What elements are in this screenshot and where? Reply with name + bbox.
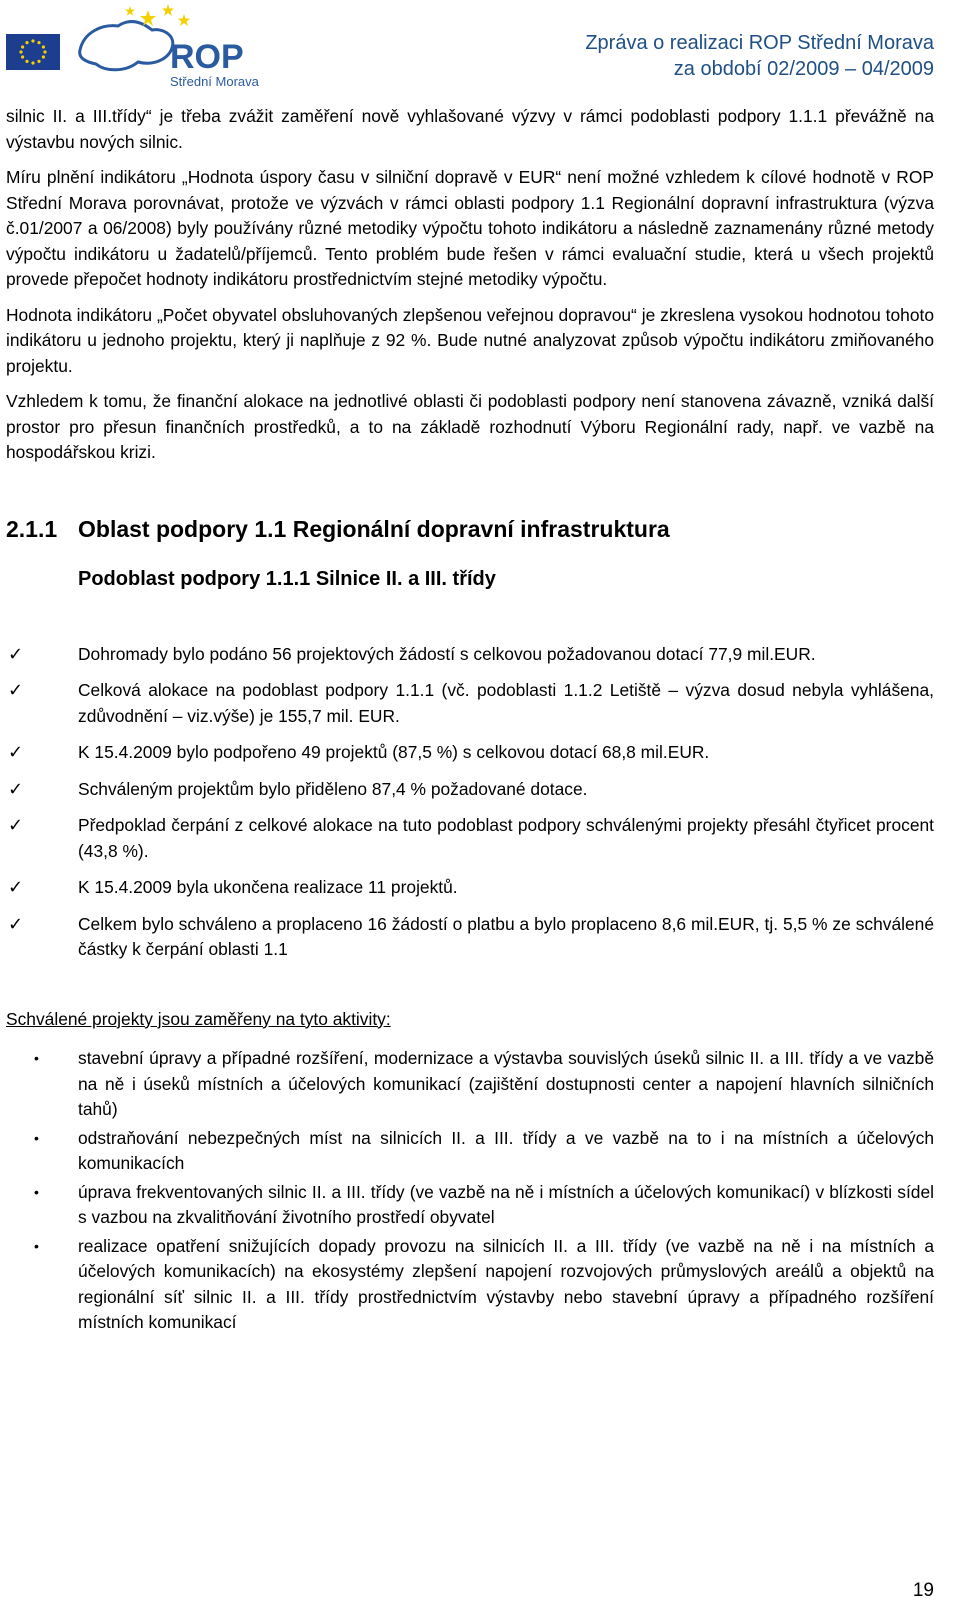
svg-text:Střední Morava: Střední Morava — [170, 74, 259, 89]
checklist-item-text: K 15.4.2009 byla ukončena realizace 11 projektů. — [78, 877, 458, 897]
checklist-item — [6, 642, 934, 668]
checklist-item — [6, 678, 934, 729]
checkmark-icon: ✓ — [8, 680, 24, 700]
checklist-item-text: Předpoklad čerpání z celkové alokace na tuto podoblast podpory schválenými projekty přesáhl čtyřicet procent (43,8 %). — [78, 815, 934, 861]
report-title-line1: Zpráva o realizaci ROP Střední Morava — [585, 32, 934, 54]
activities-heading: Schválené projekty jsou zaměřeny na tyto aktivity: — [6, 1008, 391, 1029]
section-number: 2.1.1 — [6, 515, 58, 542]
checklist-item-text: Celkem bylo schváleno a proplaceno 16 žádostí o platbu a bylo proplaceno 8,6 mil.EUR, tj. 5,5 % ze schválené částky k čerpání oblasti 1.1 — [78, 913, 934, 959]
checklist-item — [6, 813, 934, 864]
checkmark-icon: ✓ — [8, 877, 24, 897]
bullet-icon: • — [34, 1237, 39, 1254]
rop-logo — [72, 2, 262, 92]
checklist — [6, 642, 934, 963]
paragraph: Hodnota indikátoru „Počet obyvatel obsluhovaných zlepšenou veřejnou dopravou“ je zkreslena vysokou hodnotou tohoto indikátoru u jednoho projektu, který ji naplňuje z 92 %. Bude nutné analyzovat způsob výpočtu indikátoru zmiňovaného projektu. — [6, 304, 934, 376]
checkmark-icon: ✓ — [8, 913, 24, 934]
document-body — [6, 104, 934, 1339]
list-item-text: stavební úpravy a případné rozšíření, modernizace a výstavba souvislých úseků silnic II. a III. třídy a ve vazbě na ně i úseků místních a účelových komunikací (zajištění dostupnosti center a napojení hlavních silničních tahů) — [78, 1048, 934, 1119]
report-title — [585, 30, 934, 82]
eu-flag-logo — [6, 34, 60, 70]
checkmark-icon: ✓ — [8, 643, 24, 664]
bullet-icon: • — [34, 1050, 39, 1066]
list-item-text: odstraňování nebezpečných míst na silnicích II. a III. třídy a ve vazbě na to i na místních a účelových komunikacích — [78, 1127, 934, 1173]
list-item — [6, 1126, 934, 1177]
page-header — [0, 0, 960, 100]
list-item — [6, 1180, 934, 1231]
checkmark-icon: ✓ — [8, 815, 24, 835]
paragraph: silnic II. a III.třídy“ je třeba zvážit zaměření nově vyhlašované výzvy v rámci podoblasti podpory 1.1.1 převážně na výstavbu nových silnic. — [6, 106, 934, 152]
section-title: Oblast podpory 1.1 Regionální dopravní infrastruktura — [78, 515, 670, 542]
activities-list — [6, 1046, 934, 1336]
section-heading — [6, 514, 934, 544]
checklist-item-text: Schváleným projektům bylo přiděleno 87,4 % požadované dotace. — [78, 778, 588, 799]
bullet-icon: • — [34, 1129, 39, 1146]
list-item-text: úprava frekventovaných silnic II. a III. třídy (ve vazbě na ně i místních a účelových komunikací) v blízkosti sídel s vazbou na zkvalitňování životního prostředí obyvatel — [78, 1181, 934, 1227]
svg-text:ROP: ROP — [170, 38, 244, 76]
checklist-item-text: K 15.4.2009 bylo podpořeno 49 projektů (87,5 %) s celkovou dotací 68,8 mil.EUR. — [78, 742, 710, 762]
list-item — [6, 1046, 934, 1123]
page-number: 19 — [912, 1580, 934, 1601]
paragraph: Vzhledem k tomu, že finanční alokace na jednotlivé oblasti či podoblasti podpory není stanovena závazně, vzniká další prostor pro přesun finančních prostředků, a to na základě rozhodnutí Výboru Regionální rady, např. ve vazbě na hospodářskou krizi. — [6, 391, 934, 462]
checklist-item — [6, 740, 934, 766]
report-title-line2: za období 02/2009 – 04/2009 — [673, 58, 934, 80]
checklist-item-text: Celková alokace na podoblast podpory 1.1.1 (vč. podoblasti 1.1.2 Letiště – výzva dosud nebyla vyhlášena, zdůvodnění – viz.výše) je 155,7 mil. EUR. — [78, 680, 934, 726]
checklist-item — [6, 875, 934, 901]
paragraph: Míru plnění indikátoru „Hodnota úspory času v silniční dopravě v EUR“ není možné vzhledem k cílové hodnotě v ROP Střední Morava porovnávat, protože ve výzvách v rámci oblasti podpory 1.1 Regionální dopravní infrastruktura (výzva č.01/2007 a 06/2008) byly používány různé metodiky výpočtu tohoto indikátoru a následně zaznamenány různé metody výpočtu indikátoru u žadatelů/příjemců. Tento problém bude řešen v rámci evaluační studie, která u všech projektů provede přepočet hodnoty indikátoru prostřednictvím stejné metodiky výpočtu. — [6, 167, 934, 289]
checkmark-icon: ✓ — [8, 778, 24, 799]
subsection-heading: Podoblast podpory 1.1.1 Silnice II. a III. třídy — [78, 567, 496, 590]
checklist-item — [6, 912, 934, 963]
list-item-text: realizace opatření snižujících dopady provozu na silnicích II. a III. třídy (ve vazbě na ně i na místních a účelových komunikacích) na ekosystémy zlepšení napojení rozvojových průmyslových areálů a objektů na regionální síť silnic II. a III. třídy prostřednictvím výstavby nebo stavební úpravy a případného rozšíření místních komunikací — [78, 1235, 934, 1332]
list-item — [6, 1234, 934, 1336]
checklist-item — [6, 777, 934, 803]
checkmark-icon: ✓ — [8, 742, 24, 762]
bullet-icon: • — [34, 1183, 39, 1200]
checklist-item-text: Dohromady bylo podáno 56 projektových žádostí s celkovou požadovanou dotací 77,9 mil.EUR. — [78, 643, 816, 664]
